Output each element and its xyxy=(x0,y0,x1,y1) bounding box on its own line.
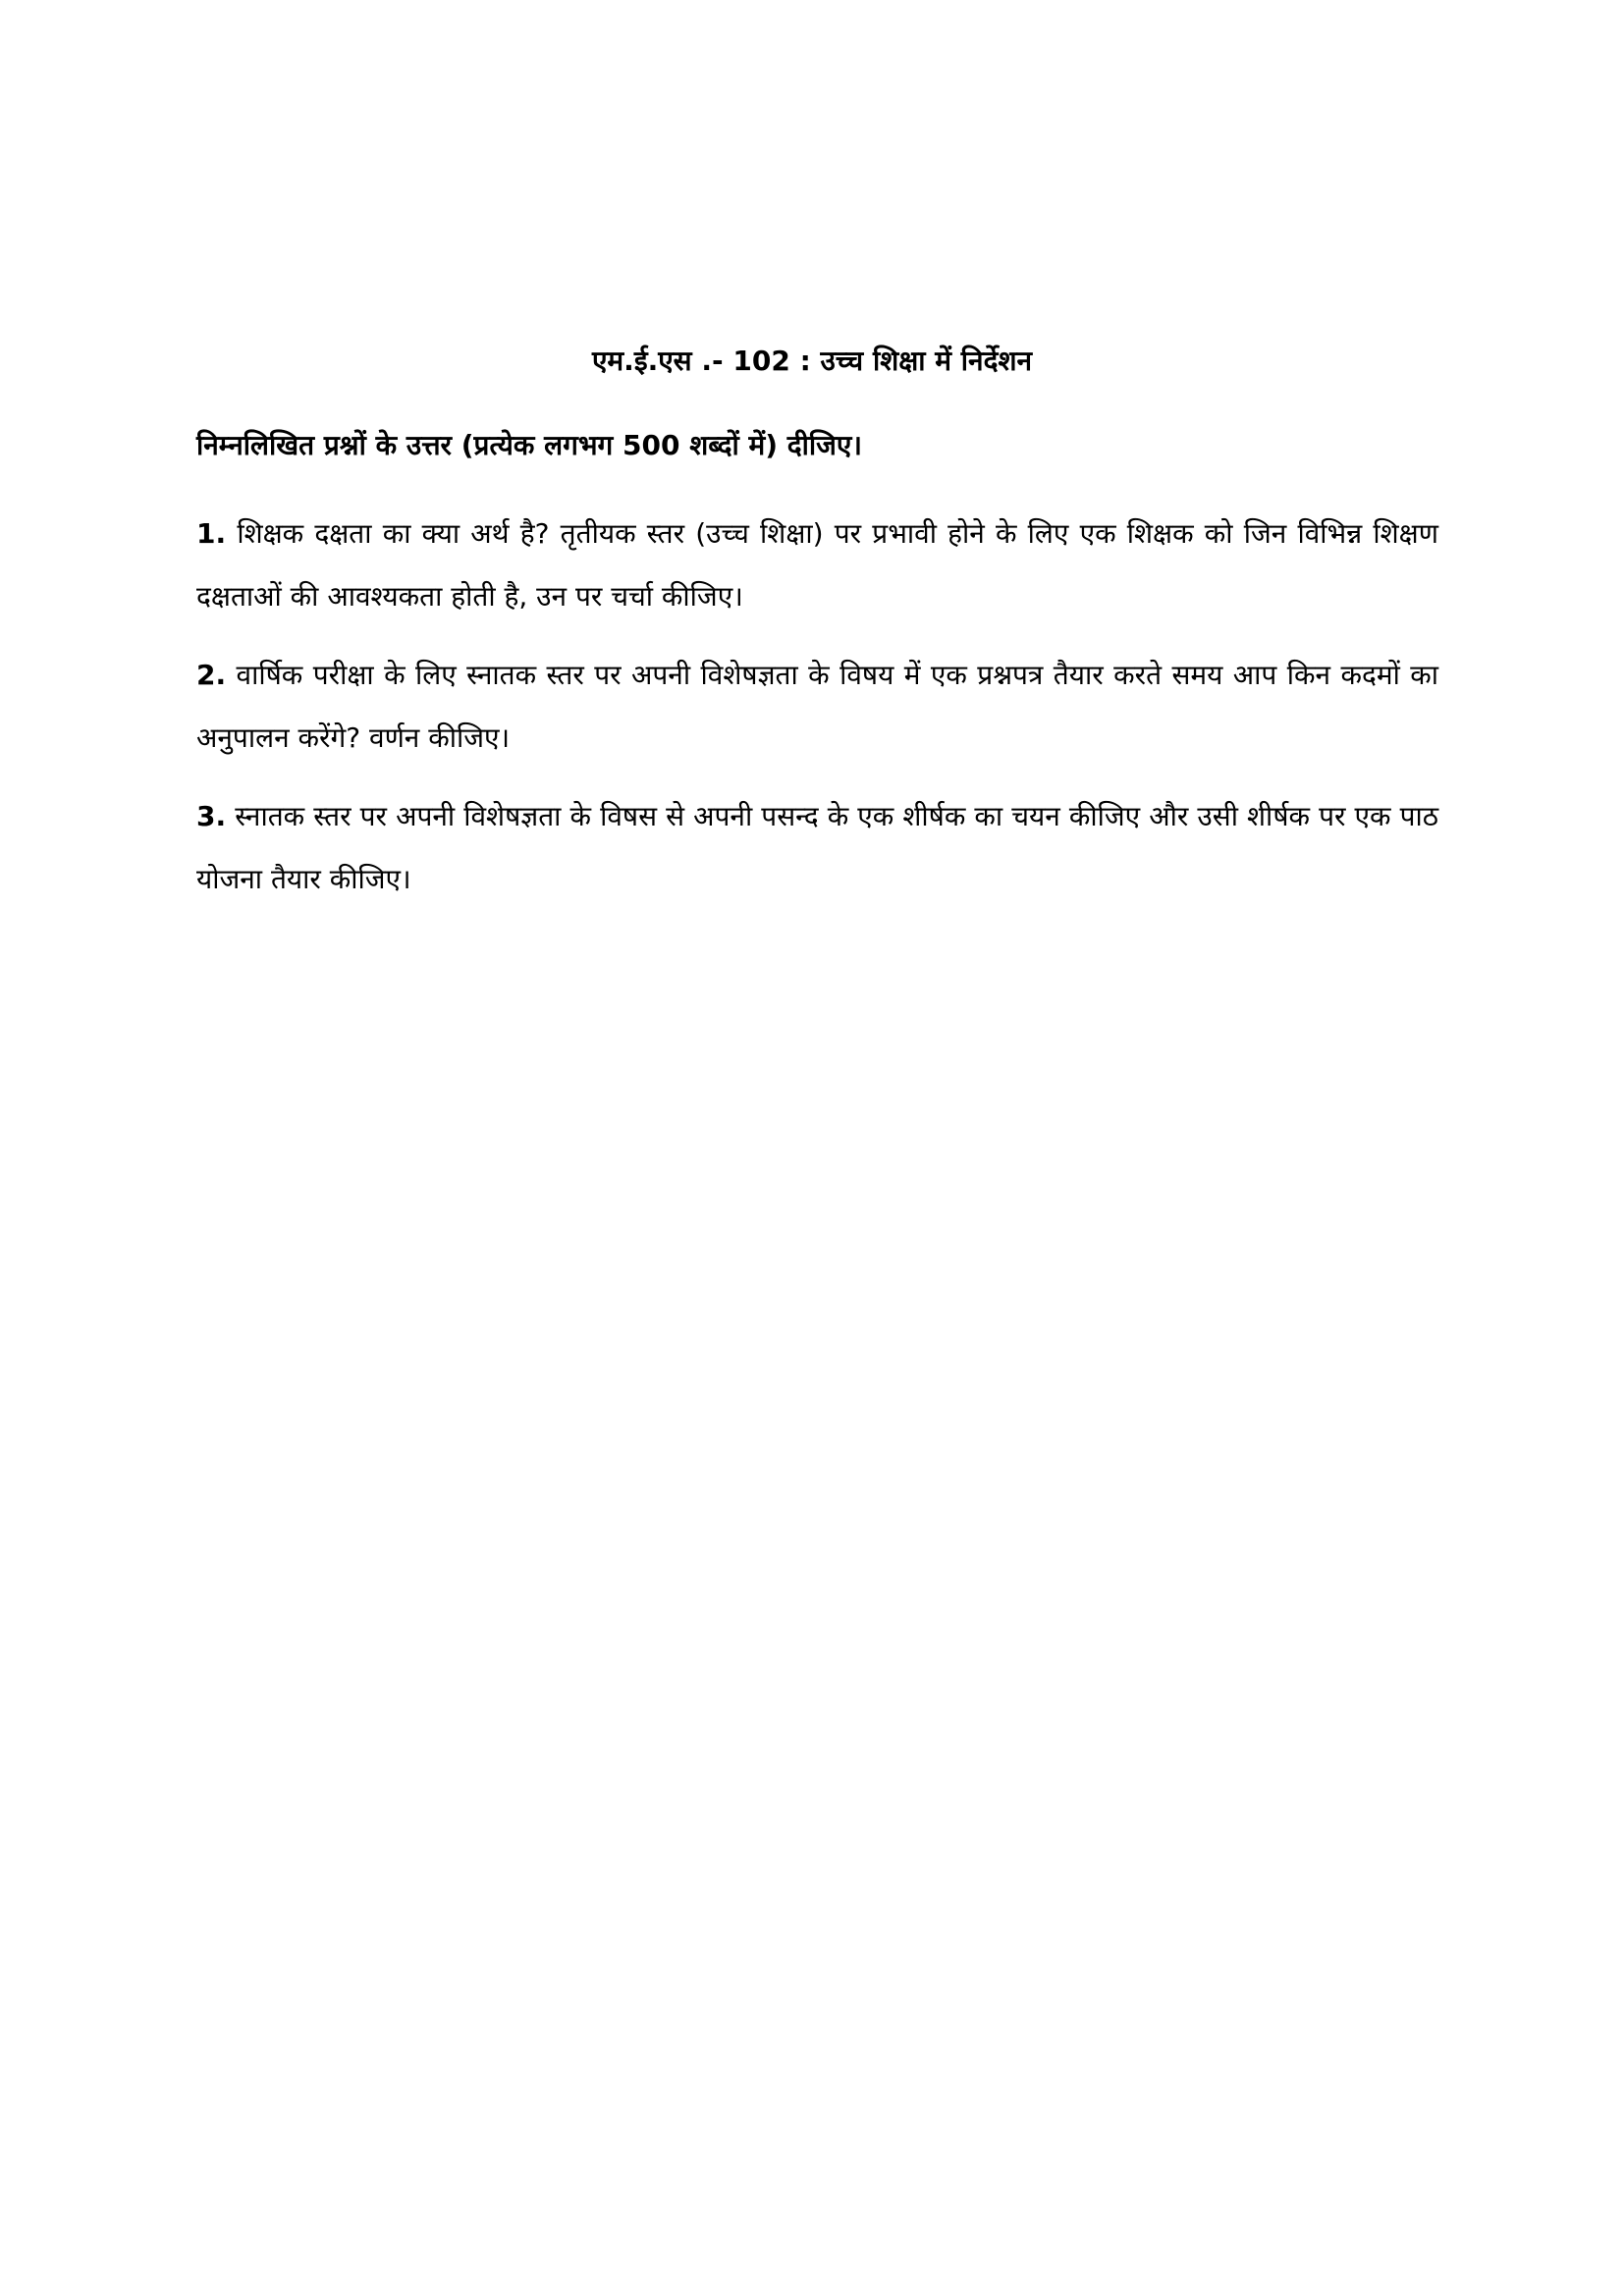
question-text: शिक्षक दक्षता का क्या अर्थ है? तृतीयक स्तर (उच्च शिक्षा) पर प्रभावी होने के लिए एक शिक्षक को जिन विभिन्न शिक्षण दक्षताओं की आवश्यकता होती है, उन पर चर्चा कीजिए। xyxy=(196,517,1438,613)
question-2 xyxy=(196,644,1438,770)
question-number: 3. xyxy=(196,800,227,832)
question-text: वार्षिक परीक्षा के लिए स्नातक स्तर पर अपनी विशेषज्ञता के विषय में एक प्रश्नपत्र तैयार करते समय आप किन कदमों का अनुपालन करेंगे? वर्णन कीजिए। xyxy=(196,659,1438,754)
question-1 xyxy=(196,503,1438,628)
question-text: स्नातक स्तर पर अपनी विशेषज्ञता के विषस से अपनी पसन्द के एक शीर्षक का चयन कीजिए और उसी शीर्षक पर एक पाठ योजना तैयार कीजिए। xyxy=(196,800,1439,895)
question-number: 2. xyxy=(196,659,227,691)
question-number: 1. xyxy=(196,517,227,550)
document-title: एम.ई.एस .- 102 : उच्च शिक्षा में निर्देशन xyxy=(591,345,1033,377)
question-3 xyxy=(196,785,1438,911)
instruction-text: निम्नलिखित प्रश्नों के उत्तर (प्रत्येक लगभग 500 शब्दों में) दीजिए। xyxy=(196,429,862,461)
